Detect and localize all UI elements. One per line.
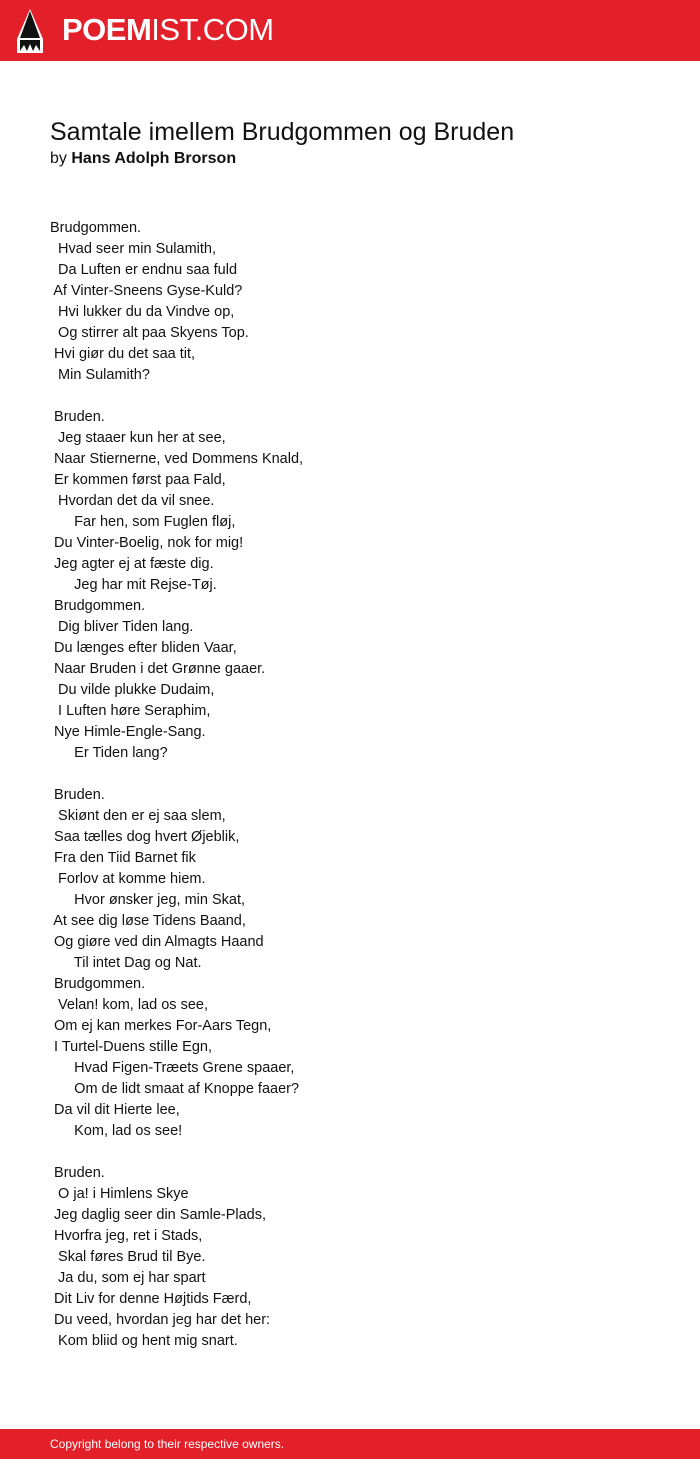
poem-line: Om de lidt smaat af Knoppe faaer?	[50, 1081, 300, 1097]
poem-line: Da vil dit Hierte lee,	[50, 1102, 180, 1118]
poem-line: Dit Liv for denne Højtids Færd,	[50, 1291, 252, 1307]
poem-line: Da Luften er endnu saa fuld	[50, 262, 238, 278]
poem-line: Bruden.	[50, 787, 105, 803]
pencil-logo-icon[interactable]	[17, 9, 43, 53]
poem-line: Kom bliid og hent mig snart.	[50, 1333, 238, 1349]
poem-line: Er Tiden lang?	[50, 745, 168, 761]
poem-line: Naar Bruden i det Grønne gaaer.	[50, 661, 266, 677]
poem-line: Nye Himle-Engle-Sang.	[50, 724, 206, 740]
poem-line: Jeg daglig seer din Samle-Plads,	[50, 1207, 267, 1223]
site-logo[interactable]	[62, 10, 274, 50]
byline-prefix: by	[50, 150, 67, 167]
poem-line: Bruden.	[50, 1165, 105, 1181]
poem-line	[50, 1142, 303, 1163]
byline	[50, 148, 236, 170]
poem-line: O ja! i Himlens Skye	[50, 1186, 189, 1202]
poem-line: Jeg staaer kun her at see,	[50, 430, 226, 446]
poem-line: Hvi giør du det saa tit,	[50, 346, 196, 362]
site-footer	[0, 1429, 700, 1459]
poem-line: Jeg har mit Rejse-Tøj.	[50, 577, 217, 593]
site-header	[0, 0, 700, 61]
poem-line: Far hen, som Fuglen fløj,	[50, 514, 236, 530]
poem-line: Hvi lukker du da Vindve op,	[50, 304, 235, 320]
poem-line: Og stirrer alt paa Skyens Top.	[50, 325, 249, 341]
poem-line: Du længes efter bliden Vaar,	[50, 640, 237, 656]
poem-line: Skal føres Brud til Bye.	[50, 1249, 206, 1265]
poem-line: I Turtel-Duens stille Egn,	[50, 1039, 212, 1055]
poem-line: Af Vinter-Sneens Gyse-Kuld?	[50, 283, 243, 299]
poem-line: Velan! kom, lad os see,	[50, 997, 208, 1013]
poem-line	[50, 386, 303, 407]
author-name[interactable]: Hans Adolph Brorson	[71, 150, 237, 167]
copyright-notice: Copyright belong to their respective owners.	[50, 1437, 285, 1451]
poem-line: Du vilde plukke Dudaim,	[50, 682, 215, 698]
poem-line: Du Vinter-Boelig, nok for mig!	[50, 535, 244, 551]
poem-line	[50, 764, 303, 785]
poem-line: Du veed, hvordan jeg har det her:	[50, 1312, 271, 1328]
poem-line: Fra den Tiid Barnet fik	[50, 850, 196, 866]
poem-line: At see dig løse Tidens Baand,	[50, 913, 246, 929]
poem-line: Bruden.	[50, 409, 105, 425]
poem-line: Brudgommen.	[50, 976, 146, 992]
poem-line: Forlov at komme hiem.	[50, 871, 206, 887]
poem-line: Hvordan det da vil snee.	[50, 493, 215, 509]
logo-bold-text: POEM	[62, 12, 152, 47]
poem-line: Saa tælles dog hvert Øjeblik,	[50, 829, 240, 845]
poem-line: Hvor ønsker jeg, min Skat,	[50, 892, 245, 908]
poem-line: Hvorfra jeg, ret i Stads,	[50, 1228, 203, 1244]
poem-line: Dig bliver Tiden lang.	[50, 619, 194, 635]
poem-line: Brudgommen.	[50, 220, 142, 236]
poem-line: Skiønt den er ej saa slem,	[50, 808, 226, 824]
poem-line: Jeg agter ej at fæste dig.	[50, 556, 214, 572]
poem-line: Ja du, som ej har spart	[50, 1270, 206, 1286]
poem-title: Samtale imellem Brudgommen og Bruden	[50, 118, 515, 146]
poem-line: Kom, lad os see!	[50, 1123, 183, 1139]
poem-body	[50, 218, 303, 1352]
poem-line: Og giøre ved din Almagts Haand	[50, 934, 264, 950]
poem-line: Hvad seer min Sulamith,	[50, 241, 217, 257]
poem-line: Naar Stiernerne, ved Dommens Knald,	[50, 451, 304, 467]
poem-line: Er kommen først paa Fald,	[50, 472, 226, 488]
poem-line: Brudgommen.	[50, 598, 146, 614]
poem-line: Til intet Dag og Nat.	[50, 955, 202, 971]
poem-line: Hvad Figen-Træets Grene spaaer,	[50, 1060, 295, 1076]
poem-line: Min Sulamith?	[50, 367, 150, 383]
poem-line: Om ej kan merkes For-Aars Tegn,	[50, 1018, 272, 1034]
logo-light-text: IST.COM	[151, 12, 274, 47]
poem-line: I Luften høre Seraphim,	[50, 703, 211, 719]
